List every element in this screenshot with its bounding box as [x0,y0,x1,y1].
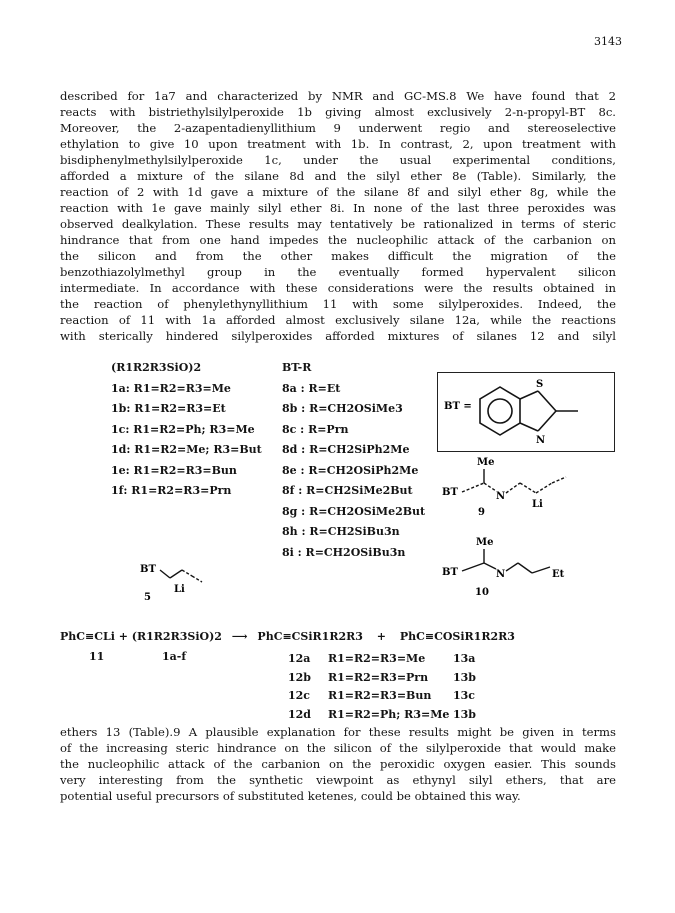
text-line: the reaction of phenylethynyllithium 11 with some silylperoxides. Indeed, the [60,297,616,311]
reaction-arrow: ⟶ [231,630,248,643]
silane-id: 12d [288,707,311,721]
bt-product-list [282,358,425,563]
text-line: reacts with bistriethylsilylperoxide 1b giving almost exclusively 2-n-propyl-BT 8c. [60,105,616,119]
substituents: R1=R2=R3=Prn [328,670,429,684]
text-line: of the increasing steric hindrance on the silicon of the silylperoxide that would make [60,741,616,755]
table-row [288,669,476,688]
structure-5 [140,560,220,610]
text-line: the silicon and from the other makes difficult the migration of the [60,249,616,263]
text-line: reaction of 2 with 1d gave a mixture of the silane 8f and silyl ether 8g, while the [60,185,616,199]
bt-label: BT [140,564,156,575]
n-atom: N [536,435,546,446]
bt-header: BT-R [282,361,312,374]
reaction-equation [60,630,515,643]
ether-id: 13c [453,689,476,702]
peroxide-item: 1a: R1=R2=R3=Me [111,381,231,395]
text-line: the nucleophilic attack of the carbanion on the peroxidic oxygen easier. This sounds [60,757,616,771]
substituents: R1=R2=R3=Bun [328,689,432,702]
text-line: afforded a mixture of the silane 8d and the silyl ether 8e (Table). Similarly, the [60,169,616,183]
text-line: ethylation to give 10 upon treatment with 1b. In contrast, 2, upon treatment with [60,137,616,151]
ether-id: 13b [453,670,476,684]
substituents: R1=R2=R3=Me [328,652,426,665]
table-row [288,687,476,706]
peroxide-header: (R1R2R3SiO)2 [111,361,202,374]
table-row [288,650,476,669]
bt-product-item: 8h : R=CH2SiBu3n [282,525,400,538]
structure-9 [440,455,610,520]
compound-10-label: 10 [475,587,489,598]
compound-5-label: 5 [144,592,151,603]
structure-10 [440,535,610,600]
text-line: bisdiphenylmethylsilylperoxide 1c, under the usual experimental conditions, [60,153,616,167]
page-number: 3143 [594,35,622,48]
ether-id: 13b [453,707,476,721]
nitrogen-label: N [496,569,506,580]
bt-label: BT [442,567,458,578]
paragraph-1 [60,88,616,344]
reaction-product-silane: PhC≡CSiR1R2R3 [257,630,363,643]
peroxide-item: 1e: R1=R2=R3=Bun [111,463,237,477]
text-line: benzothiazolylmethyl group in the eventually formed hypervalent silicon [60,265,616,279]
text-line: ethers 13 (Table).9 A plausible explanation for these results might be given in terms [60,725,616,739]
table-row [288,706,476,725]
bt-product-item: 8g : R=CH2OSiMe2But [282,504,426,518]
text-line: very interesting from the synthetic viewpoint as ethynyl silyl ethers, that are [60,773,616,787]
bt-label: BT = [444,401,472,412]
ether-id: 13a [453,652,476,665]
text-line: described for 1a7 and characterized by NMR and GC-MS.8 We have found that 2 [60,89,616,103]
ethyl-label: Et [552,569,565,580]
text-line: hindrance that from one hand impedes the nucleophilic attack of the carbanion on [60,233,616,247]
reaction-plus: + [376,630,386,643]
bt-product-item: 8a : R=Et [282,381,341,395]
bt-product-item: 8i : R=CH2OSiBu3n [282,545,406,559]
product-table [288,650,476,724]
s-atom: S [536,379,544,390]
label-1a-f: 1a-f [162,650,187,663]
bt-product-item: 8b : R=CH2OSiMe3 [282,402,403,415]
silane-id: 12c [288,689,311,702]
bt-label: BT [442,487,458,498]
peroxide-item: 1b: R1=R2=R3=Et [111,402,226,415]
peroxide-item: 1c: R1=R2=Ph; R3=Me [111,422,255,436]
lithium-label: Li [174,584,185,595]
text-line: Moreover, the 2-azapentadienyllithium 9 underwent regio and stereoselective [60,121,616,135]
bt-product-item: 8c : R=Prn [282,422,349,436]
reaction-product-ether: PhC≡COSiR1R2R3 [399,630,515,643]
methyl-label: Me [477,457,495,468]
text-line: reaction of 11 with 1a afforded almost exclusively silane 12a, while the reactions [60,313,616,327]
methyl-label: Me [476,537,494,548]
peroxide-item: 1f: R1=R2=R3=Prn [111,484,232,497]
label-11: 11 [89,650,105,663]
text-line: with sterically hindered silylperoxides afforded mixtures of silanes 12 and silyl [60,329,616,343]
bt-definition-box [437,372,615,452]
reaction-lhs: PhC≡CLi + (R1R2R3SiO)2 [60,630,222,643]
text-line: reaction with 1e gave mainly silyl ether 8i. In none of the last three peroxides was [60,201,616,215]
text-line: observed dealkylation. These results may tentatively be rationalized in terms of steric [60,217,616,231]
paragraph-2 [60,724,616,804]
text-line: potential useful precursors of substituted ketenes, could be obtained this way. [60,789,521,803]
peroxide-list [111,358,262,502]
bt-product-item: 8d : R=CH2SiPh2Me [282,443,410,456]
silane-id: 12b [288,670,311,684]
text-line: intermediate. In accordance with these considerations were the results obtained in [60,281,616,295]
substituents: R1=R2=Ph; R3=Me [328,707,450,721]
nitrogen-label: N [496,491,506,502]
peroxide-item: 1d: R1=R2=Me; R3=But [111,443,262,456]
bt-product-item: 8e : R=CH2OSiPh2Me [282,463,419,477]
benzothiazole-structure [438,373,614,451]
silane-id: 12a [288,652,311,665]
lithium-label: Li [532,499,543,510]
bt-product-item: 8f : R=CH2SiMe2But [282,484,413,497]
compound-9-label: 9 [478,507,485,518]
